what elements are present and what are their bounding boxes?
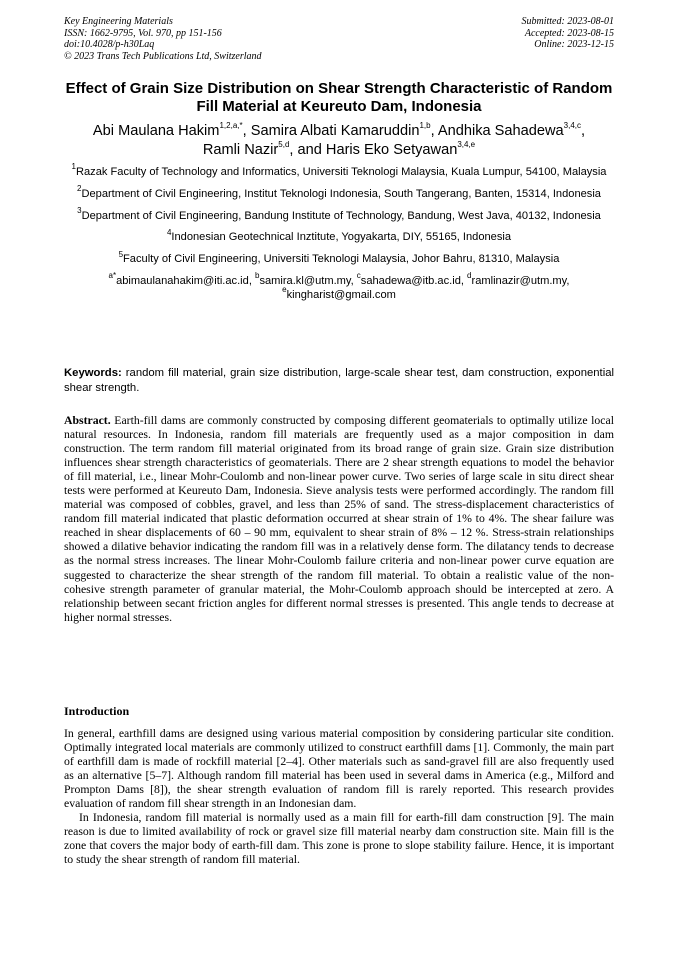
- keywords-text: random fill material, grain size distribution, large-scale shear test, dam construction, exponential shear strength.: [64, 367, 614, 394]
- keywords: [64, 366, 614, 395]
- accepted-date: Accepted: 2023-08-15: [524, 27, 614, 39]
- issn-line: ISSN: 1662-9795, Vol. 970, pp 151-156: [64, 27, 222, 39]
- email-list: [64, 271, 614, 303]
- email-item: $^{a*}$abimaulanahakim@iti.ac.id,: [108, 271, 255, 287]
- online-date: Online: 2023-12-15: [534, 39, 614, 51]
- paper-title: Effect of Grain Size Distribution on Shear Strength Characteristic of Random Fill Material at Keureuto Dam, Indonesia: [65, 80, 613, 115]
- affiliation-item: $^4$Indonesian Geotechnical Inztitute, Yogyakarta, DIY, 55165, Indonesia: [166, 227, 512, 244]
- submitted-date: Submitted: 2023-08-01: [521, 16, 614, 27]
- keywords-label: Keywords:: [64, 367, 122, 379]
- paragraph: In Indonesia, random fill material is normally used as a main fill for earth-fill dam construction [9]. The main reason is due to limited availability of rock or gravel size fill material nearby dam construction site. Main fill is the zone that covers the major body of earth-fill dam. This zone is prone to slope stability failure. Hence, it is important to study the shear strength of random fill material.: [64, 811, 614, 867]
- email-item: $^c$sahadewa@itb.ac.id,: [356, 271, 468, 287]
- author: Haris Eko Setyawan$^{3,4,e}$: [325, 140, 476, 158]
- affiliations: [64, 162, 614, 303]
- author: Andhika Sahadewa$^{3,4,c}$,: [437, 121, 586, 139]
- author: Samira Albati Kamaruddin$^{1,b}$,: [250, 121, 438, 139]
- doi-line: doi:10.4028/p-h30Laq: [64, 39, 155, 51]
- introduction-body: [64, 727, 614, 867]
- abstract: [64, 414, 614, 625]
- affiliation-item: $^3$Department of Civil Engineering, Bandung Institute of Technology, Bandung, West Java, 40132, Indonesia: [77, 205, 601, 222]
- email-item: $^d$ramlinazir@utm.my,: [467, 271, 570, 287]
- journal-name: Key Engineering Materials: [64, 16, 173, 27]
- email-item: $^b$samira.kl@utm.my,: [254, 271, 357, 287]
- paragraph: In general, earthfill dams are designed using various material composition by considering particular site condition. Optimally integrated local materials are commonly utilized to construct earthfill dams [1]. Commonly, the main part of earthfill dam is made of rockfill material [2–4]. Other materials such as sand-gravel fill are also frequently used as an alternative [5–7]. Although random fill material has been used in several dams in America (e.g., Milford and Prompton Dams [8]), the shear strength evaluation of random fill is rarely reported. This research provides evaluation of random fill shear strength in an Indonesian dam.: [64, 727, 614, 811]
- author: Abi Maulana Hakim$^{1,2,a,*}$,: [92, 121, 251, 139]
- journal-info: [64, 16, 262, 62]
- affiliation-item: $^2$Department of Civil Engineering, Institut Teknologi Indonesia, South Tangerang, Banten, 15314, Indonesia: [77, 184, 601, 200]
- email-item: $^e$kingharist@gmail.com: [282, 285, 396, 301]
- author: Ramli Nazir$^{5,d}$, and: [202, 140, 326, 158]
- dates-info: [522, 16, 615, 51]
- affiliation-item: $^5$Faculty of Civil Engineering, Universiti Teknologi Malaysia, Johor Bahru, 81310, Malaysia: [118, 249, 560, 266]
- section-heading: Introduction: [64, 704, 130, 718]
- affiliation-item: $^1$Razak Faculty of Technology and Informatics, Universiti Teknologi Malaysia, Kuala Lumpur, 54100, Malaysia: [71, 162, 607, 178]
- abstract-label: Abstract.: [64, 414, 111, 427]
- author-list: [58, 122, 620, 160]
- abstract-text: Earth-fill dams are commonly constructed by composing different geomaterials to optimally utilize local natural resources. In Indonesia, random fill materials are frequently used as a major composition in dam construction. The term random fill material originated from its broad range of grain size. Grain size distribution influences shear strength characteristics of geomaterials. There are 2 shear strength equations to model the behavior of fill material, i.e., linear Mohr-Coulomb and non-linear power curve. Two series of large scale in situ direct shear tests were performed at Keureuto Dam, Indonesia. Sieve analysis tests were performed accordingly. The random fill material was composed of cobbles, gravel, and less than 25% of sand. The stress-displacement characteristics of random fill material indicated that plastic deformation occurred at shear strain of 1% to 4%. The shear failure was reached in shear displacements of 60 – 90 mm, equivalent to shear strain of 8% – 12 %. Stress-strain relationships showed a dilative behavior indicating the random fill was in a relatively dense form. The dilatancy tends to decrease as the normal stress increases. The linear Mohr-Coulomb failure criteria and non-linear power curve equation are suggested to characterize the shear strength of the random fill material. To obtain a realistic value of the non-cohesive strength parameter of granular material, the Mohr-Coulomb approach should be intercepted at zero. A relationship between secant friction angles for different normal stresses is presented. This angle tends to decrease at higher normal stresses.: [64, 414, 614, 624]
- copyright-line: © 2023 Trans Tech Publications Ltd, Switzerland: [64, 50, 262, 62]
